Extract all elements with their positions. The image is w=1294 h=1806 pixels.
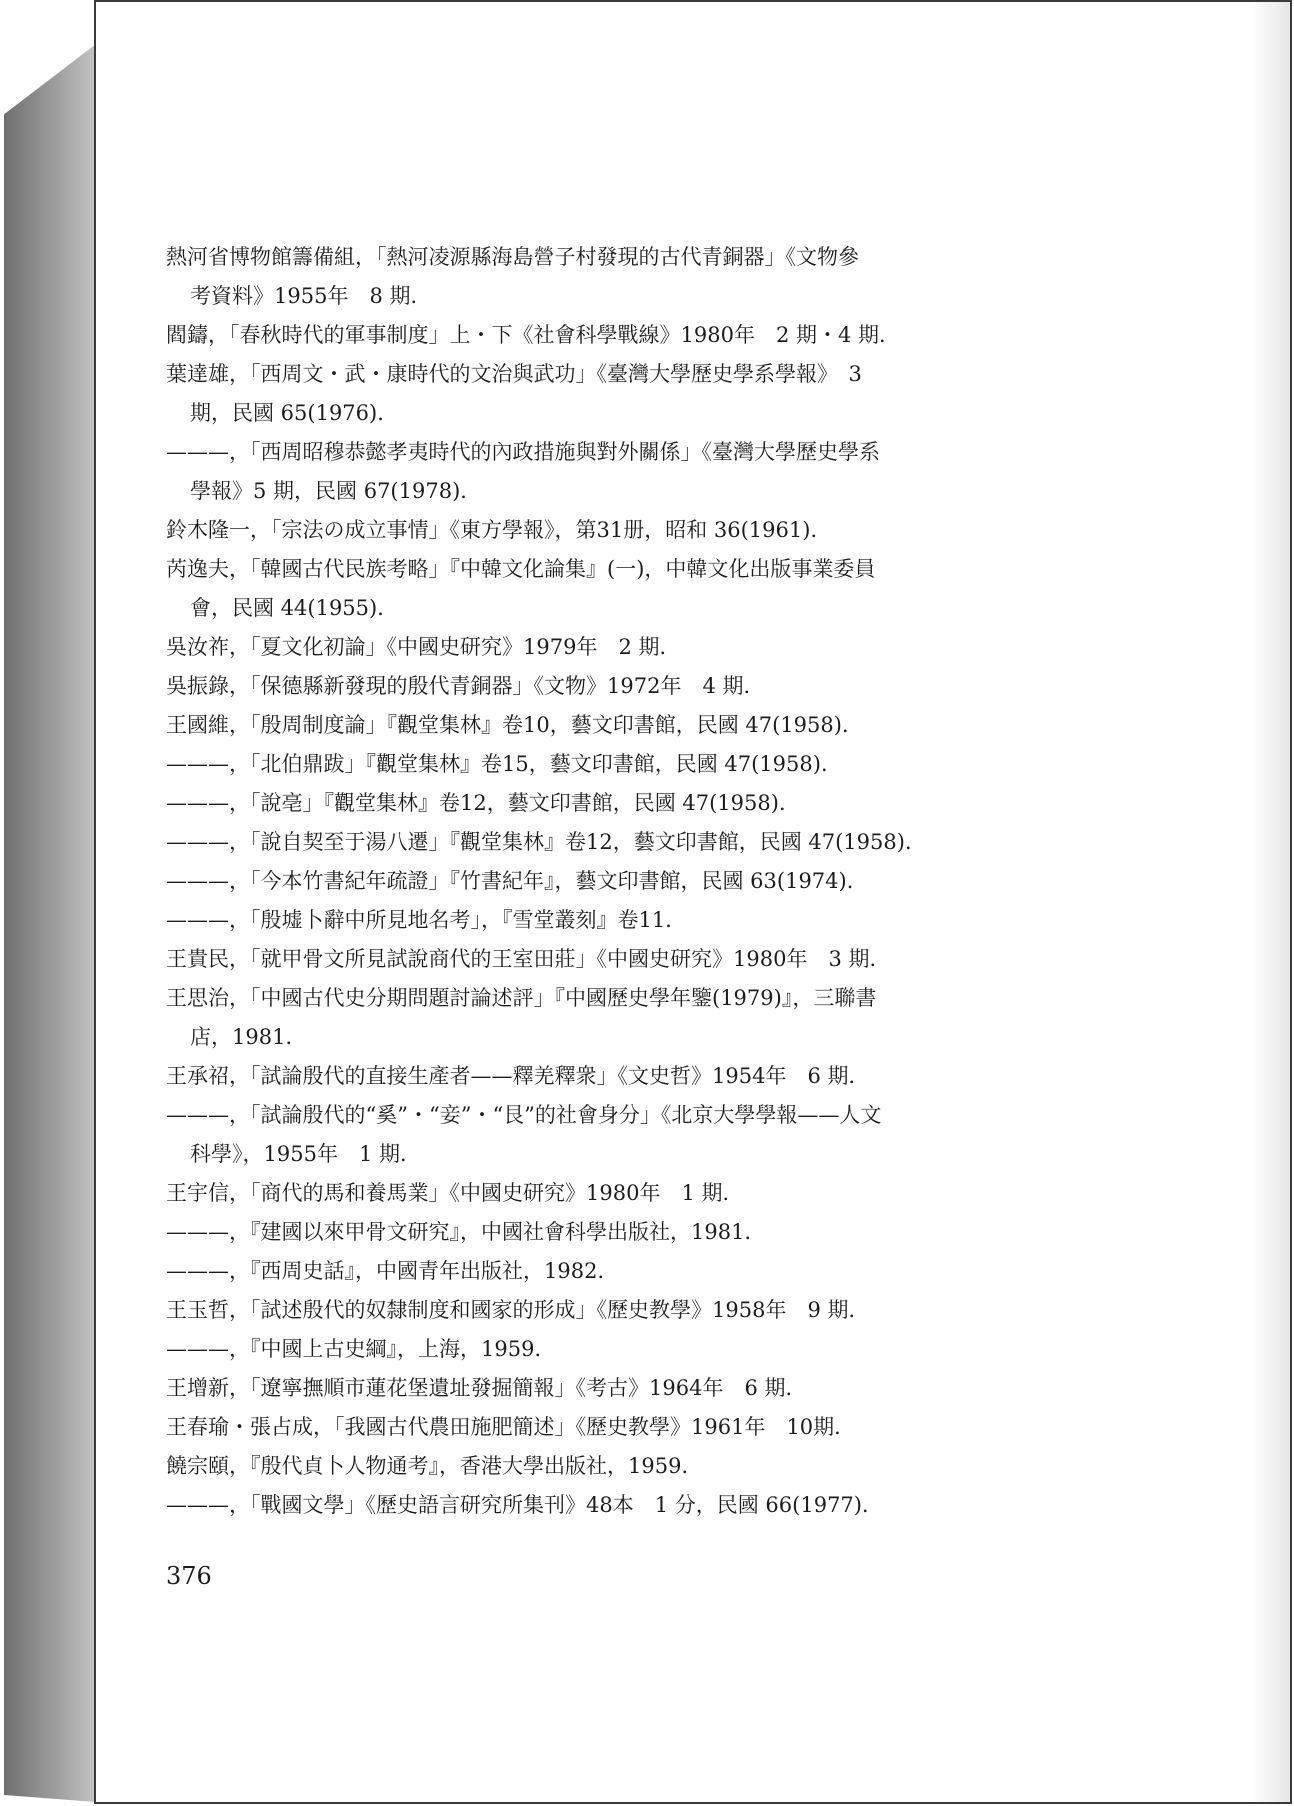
bibliography-line: ———，「說自契至于湯八遷」『觀堂集林』卷12，藝文印書館，民國 47(1958)． xyxy=(166,830,926,854)
bibliography-line: ———，「殷墟卜辭中所見地名考」，『雪堂叢刻』卷11． xyxy=(166,908,687,932)
bibliography-line: 王春瑜・張占成，「我國古代農田施肥簡述」《歷史教學》1961年 10期． xyxy=(166,1415,856,1439)
book-spine xyxy=(4,44,96,1802)
bibliography-line: 葉達雄，「西周文・武・康時代的文治與武功」《臺灣大學歷史學系學報》 3 xyxy=(166,362,862,386)
bibliography-line-continued: 考資料》1955年 8 期． xyxy=(190,284,432,308)
bibliography-line: 王承祒，「試論殷代的直接生產者——釋羌釋衆」《文史哲》1954年 6 期． xyxy=(166,1064,870,1088)
bibliography-line: 芮逸夫，「韓國古代民族考略」『中韓文化論集』(一)，中韓文化出版事業委員 xyxy=(166,557,876,581)
bibliography-line: 閻鑄，「春秋時代的軍事制度」上・下《社會科學戰線》1980年 2 期・4 期． xyxy=(166,323,901,347)
bibliography-line: 王玉哲，「試述殷代的奴隸制度和國家的形成」《歷史教學》1958年 9 期． xyxy=(166,1298,870,1322)
bibliography-line: 吳振錄，「保德縣新發現的殷代青銅器」《文物》1972年 4 期． xyxy=(166,674,765,698)
bibliography-line-continued: 學報》5 期，民國 67(1978)． xyxy=(190,479,482,503)
bibliography-line: ———，『建國以來甲骨文研究』，中國社會科學出版社，1981． xyxy=(166,1220,766,1244)
bibliography-line: ———，「試論殷代的“奚”・“妾”・“艮”的社會身分」《北京大學學報——人文 xyxy=(166,1103,882,1127)
bibliography-line-continued: 店，1981． xyxy=(190,1025,307,1049)
bibliography-line: ———，「說亳」『觀堂集林』卷12，藝文印書館，民國 47(1958)． xyxy=(166,791,800,815)
bibliography-line: 王增新，「遼寧撫順市蓮花堡遺址發掘簡報」《考古》1964年 6 期． xyxy=(166,1376,807,1400)
bibliography-line: 王宇信，「商代的馬和養馬業」《中國史研究》1980年 1 期． xyxy=(166,1181,744,1205)
bibliography-line: ———，「西周昭穆恭懿孝夷時代的內政措施與對外關係」《臺灣大學歷史學系 xyxy=(166,440,880,464)
bibliography-line-continued: 科學》，1955年 1 期． xyxy=(190,1142,421,1166)
bibliography-line: 熱河省博物館籌備組，「熱河凌源縣海島營子村發現的古代青銅器」《文物參 xyxy=(166,245,859,269)
bibliography-line: 王貴民，「就甲骨文所見試說商代的王室田莊」《中國史研究》1980年 3 期． xyxy=(166,947,891,971)
bibliography-line: 吳汝祚，「夏文化初論」《中國史研究》1979年 2 期． xyxy=(166,635,681,659)
bibliography-line: ———，「北伯鼎跋」『觀堂集林』卷15，藝文印書館，民國 47(1958)． xyxy=(166,752,842,776)
bibliography-line: 鈴木隆一，「宗法の成立事情」《東方學報》，第31册，昭和 36(1961)． xyxy=(166,518,832,542)
bibliography-line: 王國維，「殷周制度論」『觀堂集林』卷10，藝文印書館，民國 47(1958)． xyxy=(166,713,863,737)
bibliography-line: 饒宗頤，『殷代貞卜人物通考』，香港大學出版社，1959． xyxy=(166,1454,703,1478)
bibliography-line: ———，『中國上古史綱』，上海，1959． xyxy=(166,1337,556,1361)
bibliography-line-continued: 期，民國 65(1976)． xyxy=(190,401,399,425)
bibliography-line-continued: 會，民國 44(1955)． xyxy=(190,596,399,620)
bibliography-list xyxy=(166,238,1084,1525)
bibliography-line: ———，『西周史話』，中國青年出版社，1982． xyxy=(166,1259,619,1283)
page-number: 376 xyxy=(166,1562,212,1590)
bibliography-line: ———，「今本竹書紀年疏證」『竹書紀年』，藝文印書館，民國 63(1974)． xyxy=(166,869,868,893)
page-edge-shadow xyxy=(1250,2,1290,1802)
bibliography-line: 王思治，「中國古代史分期問題討論述評」『中國歷史學年鑒(1979)』，三聯書 xyxy=(166,986,877,1010)
bibliography-line: ———，「戰國文學」《歷史語言研究所集刊》48本 1 分，民國 66(1977)． xyxy=(166,1493,883,1517)
